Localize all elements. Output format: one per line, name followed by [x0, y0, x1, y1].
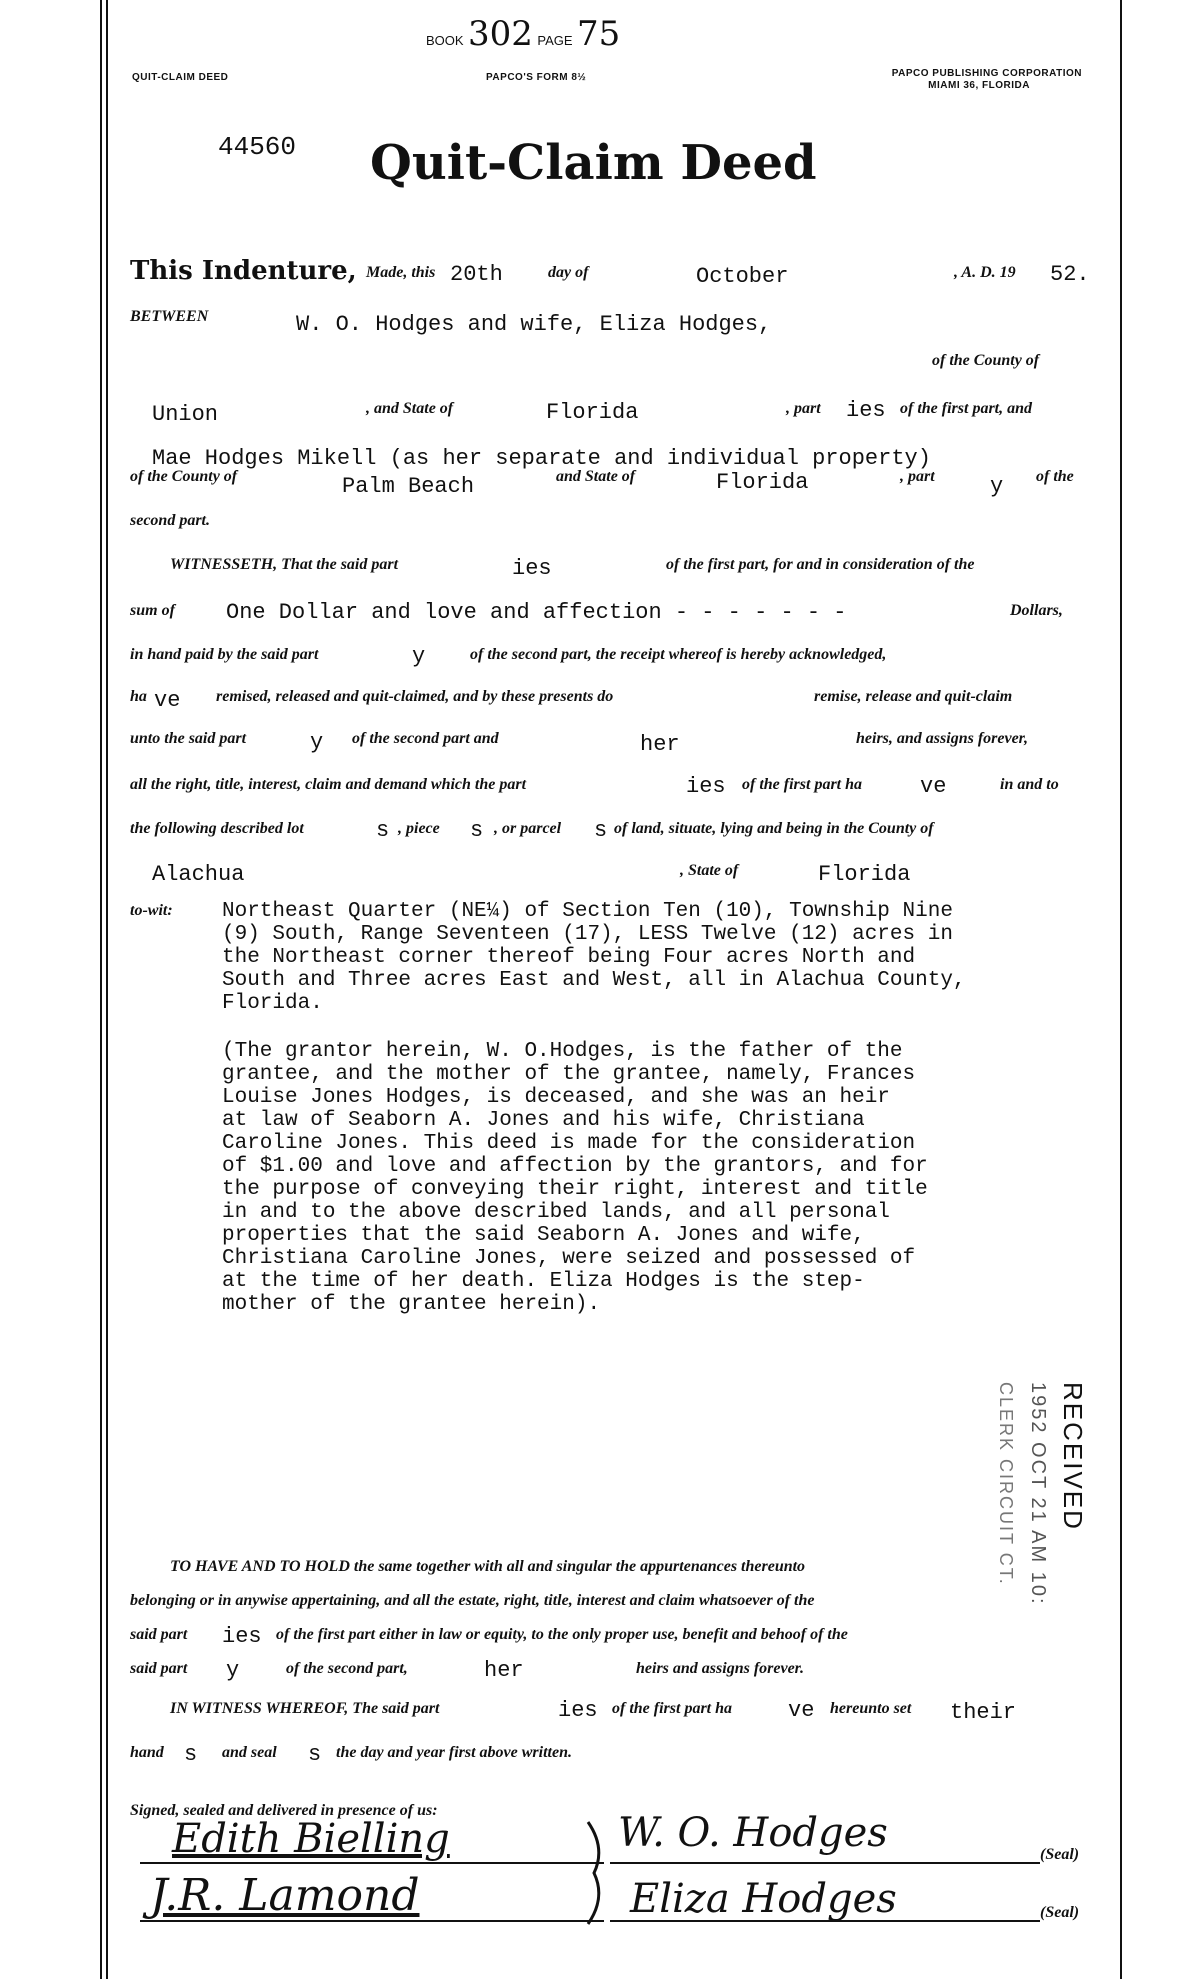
remised-text: remised, released and quit-claimed, and by these presents do	[216, 688, 614, 705]
document-number: 44560	[218, 132, 297, 162]
grantor-state: Florida	[546, 400, 639, 425]
witness-suffix-1: ies	[558, 1698, 598, 1723]
relationship-note-line: the purpose of conveying their right, interest and title	[222, 1178, 928, 1201]
habendum-said-part: said part	[130, 1626, 188, 1643]
land-state: Florida	[818, 862, 911, 887]
unto-label: unto the said part	[130, 730, 247, 747]
grantee-state: Florida	[716, 470, 809, 495]
witnesseth-text-1: of the first part, for and in consideration of the	[666, 556, 975, 573]
witness-signature-1: Edith Bielling	[172, 1816, 450, 1862]
piece-label: , piece	[398, 820, 440, 837]
form-type: QUIT-CLAIM DEED	[132, 72, 229, 83]
indenture-month: October	[696, 264, 789, 289]
grantor-signature-line-1	[610, 1862, 1040, 1864]
book-label: BOOK	[426, 33, 464, 48]
witness-suffix-2: ve	[788, 1698, 815, 1723]
form-number: PAPCO'S FORM 8½	[486, 72, 587, 83]
witness-signature-2: J.R. Lamond	[150, 1870, 420, 1921]
indenture-day: 20th	[450, 262, 503, 287]
received-office: CLERK CIRCUIT CT.	[996, 1382, 1016, 1586]
habendum-line-3: of the first part either in law or equity, to the only proper use, benefit and behoof of the	[276, 1626, 848, 1643]
witness-signature-line-2	[140, 1920, 604, 1922]
made-this-label: Made, this	[366, 264, 436, 281]
received-label: RECEIVED	[1058, 1382, 1088, 1531]
part-suffix-5: ies	[686, 774, 726, 799]
right-margin-rule	[1120, 0, 1122, 1979]
grantor-signature-line-2	[610, 1920, 1040, 1922]
indenture-year: 52.	[1050, 262, 1090, 287]
second-part-and: of the second part and	[352, 730, 499, 747]
part-suffix-1: ies	[846, 398, 886, 423]
witnesseth-suffix-1: ies	[512, 556, 552, 581]
hand-suffix: s	[184, 1742, 198, 1767]
seal-2: (Seal)	[1040, 1904, 1080, 1921]
grantor-signature-2: Eliza Hodges	[630, 1876, 897, 1922]
relationship-note-line: at the time of her death. Eliza Hodges is the step-	[222, 1270, 865, 1293]
relationship-note-line: in and to the above described lands, and all personal	[222, 1201, 890, 1224]
seal-suffix: s	[308, 1742, 322, 1767]
relationship-note-line: (The grantor herein, W. O.Hodges, is the father of the	[222, 1040, 903, 1063]
receipt-text: of the second part, the receipt whereof is hereby acknowledged,	[470, 646, 887, 663]
hereunto-set: hereunto set	[830, 1700, 912, 1717]
legal-description	[222, 900, 966, 1015]
relationship-note-line: mother of the grantee herein).	[222, 1293, 601, 1316]
habendum-suffix-2: y	[226, 1658, 240, 1683]
legal-description-line: Florida.	[222, 992, 323, 1015]
part-suffix-2: y	[990, 474, 1004, 499]
relationship-note-line: Louise Jones Hodges, is deceased, and she was an heir	[222, 1086, 890, 1109]
land-situate-text: of land, situate, lying and being in the County of	[614, 820, 934, 837]
have-suffix: ve	[920, 774, 947, 799]
ha-label: ha	[130, 688, 147, 705]
hand-paid-label: in hand paid by the said part	[130, 646, 319, 663]
state-of-label: , State of	[680, 862, 739, 879]
habendum-said-part-2: said part	[130, 1660, 188, 1677]
publisher-name: PAPCO PUBLISHING CORPORATION	[891, 68, 1082, 79]
page-label: PAGE	[537, 33, 573, 48]
seal-1: (Seal)	[1040, 1846, 1080, 1863]
sum-of-label: sum of	[130, 602, 175, 619]
remise-release-text: remise, release and quit-claim	[814, 688, 1013, 705]
ha-suffix: ve	[154, 688, 181, 713]
relationship-note-line: of $1.00 and love and affection by the grantors, and for	[222, 1155, 928, 1178]
legal-description-line: (9) South, Range Seventeen (17), LESS Twelve (12) acres in	[222, 923, 953, 946]
relationship-note-line: properties that the said Seaborn A. Jones and wife,	[222, 1224, 865, 1247]
parcel-suffix: s	[594, 818, 608, 843]
hand-label: hand	[130, 1744, 164, 1761]
lots-suffix: s	[376, 818, 390, 843]
publisher-city: MIAMI 36, FLORIDA	[928, 80, 1030, 91]
her-1: her	[640, 732, 680, 757]
received-date: 1952 OCT 21 AM 10:	[1027, 1382, 1049, 1606]
ad-label: , A. D. 19	[954, 264, 1016, 281]
witness-signature-line-1	[140, 1862, 604, 1864]
presence-label: Signed, sealed and delivered in presence of us:	[130, 1802, 438, 1819]
received-stamp	[995, 1382, 1088, 1606]
and-state-label-2: and State of	[556, 468, 636, 485]
dollars-label: Dollars,	[1010, 602, 1063, 619]
part-suffix-4: y	[310, 730, 324, 755]
of-county-label: of the County of	[932, 352, 1040, 369]
and-state-label: , and State of	[366, 400, 454, 417]
legal-description-line: Northeast Quarter (NE¼) of Section Ten (10), Township Nine	[222, 900, 953, 923]
witness-lead: IN WITNESS WHEREOF, The said part	[170, 1700, 440, 1717]
day-of-label: day of	[548, 264, 589, 281]
in-and-to-label: in and to	[1000, 776, 1059, 793]
their-label: their	[950, 1700, 1017, 1725]
grantor-relationship-note	[222, 1040, 928, 1316]
left-margin-rule	[100, 0, 102, 1979]
witnesseth-lead: WITNESSETH, That the said part	[170, 556, 399, 573]
habendum-suffix-1: ies	[222, 1624, 262, 1649]
first-part-label: of the first part, and	[900, 400, 1033, 417]
page-number: 75	[577, 14, 621, 54]
parcel-label: , or parcel	[494, 820, 562, 837]
grantor-signature-1: W. O. Hodges	[618, 1810, 888, 1856]
legal-description-line: the Northeast corner thereof being Four acres North and	[222, 946, 916, 969]
lots-label: the following described lot	[130, 820, 304, 837]
part-label-1: , part	[786, 400, 821, 417]
seal-label: and seal	[222, 1744, 277, 1761]
grantor-county: Union	[152, 402, 219, 427]
day-year-text: the day and year first above written.	[336, 1744, 572, 1761]
second-part-label: second part.	[130, 512, 210, 529]
of-county-label-2: of the County of	[130, 468, 238, 485]
of-the-label: of the	[1036, 468, 1074, 485]
part-label-2: , part	[900, 468, 935, 485]
relationship-note-line: Caroline Jones. This deed is made for the consideration	[222, 1132, 916, 1155]
book-page-stamp	[426, 14, 620, 54]
witness-first-part: of the first part ha	[612, 1700, 733, 1717]
habendum-line-1: TO HAVE AND TO HOLD the same together with all and singular the appurtenances thereunto	[170, 1558, 806, 1575]
consideration: One Dollar and love and affection - - - - - - -	[226, 600, 847, 625]
indenture-lead: This Indenture,	[130, 256, 357, 286]
legal-description-line: South and Three acres East and West, all in Alachua County,	[222, 969, 966, 992]
grantee-name: Mae Hodges Mikell (as her separate and individual property)	[152, 446, 931, 471]
part-suffix-3: y	[412, 644, 426, 669]
first-part-have: of the first part ha	[742, 776, 863, 793]
piece-suffix: s	[470, 818, 484, 843]
right-title-text: all the right, title, interest, claim and demand which the part	[130, 776, 527, 793]
grantee-county: Palm Beach	[342, 474, 475, 499]
land-county: Alachua	[152, 862, 245, 887]
habendum-second-part: of the second part,	[286, 1660, 408, 1677]
habendum-line-2: belonging or in anywise appertaining, and all the estate, right, title, interest and claim whatsoever of the	[130, 1592, 815, 1609]
her-2: her	[484, 1658, 524, 1683]
heirs-assigns-1: heirs, and assigns forever,	[856, 730, 1029, 747]
relationship-note-line: Christiana Caroline Jones, were seized and possessed of	[222, 1247, 916, 1270]
relationship-note-line: at law of Seaborn A. Jones and his wife, Christiana	[222, 1109, 865, 1132]
relationship-note-line: grantee, and the mother of the grantee, namely, Frances	[222, 1063, 916, 1086]
page-title: Quit-Claim Deed	[370, 135, 817, 191]
left-margin-rule-2	[106, 0, 108, 1979]
grantors-names: W. O. Hodges and wife, Eliza Hodges,	[296, 312, 772, 337]
to-wit-label: to-wit:	[130, 902, 173, 919]
book-number: 302	[468, 14, 533, 54]
between-label: BETWEEN	[130, 308, 209, 325]
heirs-assigns-2: heirs and assigns forever.	[636, 1660, 805, 1677]
signature-brace	[584, 1818, 614, 1928]
